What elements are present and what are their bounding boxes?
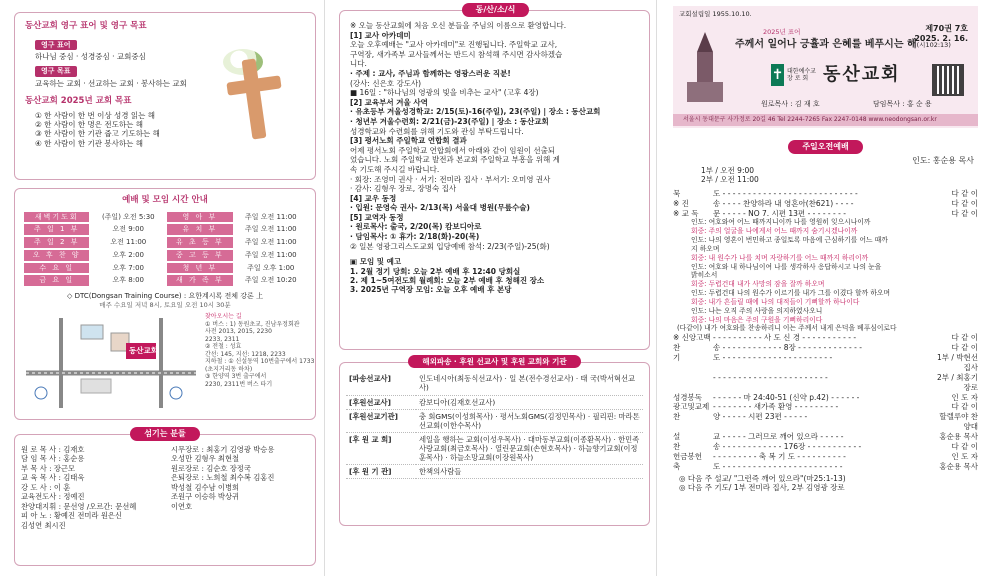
map-note: ② 전철 : 성효 [205, 343, 242, 350]
year-motto-text: 주께서 일어나 긍휼과 은혜를 베푸시는 해 [735, 39, 917, 50]
news-lines [350, 21, 641, 251]
column-left [0, 0, 325, 576]
schedule-label: 새 가 족 부 [167, 275, 232, 286]
response-speaker: 회 [691, 253, 698, 262]
order-leader: 할렐루야 찬양대 [939, 412, 978, 432]
order-detail: 양 - - - - - 시편 23편 - - - - - [713, 412, 808, 422]
response-line [673, 298, 978, 307]
order-row [673, 452, 978, 462]
response-line [673, 236, 978, 245]
response-speaker: 인 [691, 262, 698, 271]
address-band [673, 114, 978, 126]
map-note: 2233, 2311 [205, 335, 240, 343]
officer-row: 이연호 [171, 501, 193, 511]
order-row [673, 353, 978, 373]
response-text: 도: 두렵건대 나의 원수가 이르기를 내가 그를 이겼다 할까 하오며 [697, 289, 891, 298]
officers-right [171, 445, 321, 530]
order-leader: 다 같 이 [951, 333, 978, 343]
response-line [673, 245, 978, 254]
officer-row: 오성만 김형우 최현철 [171, 454, 240, 464]
response-text: 중: 내 원수가 나를 치며 자랑하기를 어느 때까지 하리이까 [697, 253, 869, 262]
mission-row [346, 395, 643, 409]
order-detail: 교 - - - - - 그러므로 깨어 있으라 - - - - - [713, 432, 844, 442]
response-speaker: 인 [691, 236, 698, 245]
schedule-time: 오후 2:00 [112, 250, 145, 259]
schedule-row [24, 275, 306, 286]
response-line [673, 218, 978, 227]
order-item [673, 373, 713, 393]
established-date: 교회설립일 1955.10.10. [679, 10, 752, 18]
mission-category: [파송선교사] [346, 372, 416, 395]
responsive-reading [673, 218, 978, 324]
order-detail: 도 - - - - - - - - - - - - - - - - - - - - - - - - [713, 461, 843, 471]
year-motto [735, 39, 951, 52]
church-map [21, 313, 315, 409]
response-speaker: 회 [691, 227, 698, 236]
order-item: 묵 [673, 188, 681, 198]
schedule-label: 오 후 찬 양 [24, 250, 89, 261]
schedule-time: 오전 11:00 [110, 238, 147, 247]
order-item: 설 [673, 432, 681, 442]
order-row [673, 442, 978, 452]
pastor-emeritus: 원로목사 : 김 재 호 [761, 100, 820, 108]
order-detail: 송 - - - - 찬양하라 내 영혼아(찬621) - - - - [713, 198, 854, 208]
news-line: 구역장, 새가족부 교사들께서는 반드시 참석해 주시면 감사하겠습 [350, 49, 563, 59]
order-leader: 다 같 이 [951, 343, 978, 353]
order-item: 찬 [673, 412, 681, 422]
schedule-label: 금 요 일 [24, 275, 89, 286]
response-text: 도: 나는 오직 주의 사랑을 의지하였사오니 [697, 306, 823, 315]
next-week-prayer: ◎ 다음 주 기도/ 1부 전미라 집사, 2부 김영광 장로 [679, 483, 845, 493]
officer-row: 원 로 목 사 : 김재호 [21, 445, 85, 454]
mission-category: [후원선교사] [346, 395, 416, 409]
mission-entries: 캄보디아(김재호선교사) [416, 395, 643, 409]
response-line [673, 227, 978, 236]
officer-row: 시무장로 : 최홍기 김영광 박승용 [171, 445, 275, 454]
map-illustration [21, 313, 201, 409]
news-line: (강사: 신은호 강도사) [350, 78, 422, 88]
news-line: 속 기도해 주시길 바랍니다. [350, 164, 440, 174]
church-tower-icon [687, 32, 723, 102]
order-leader: 1부 / 박현선 집사 [936, 352, 978, 372]
response-text: 중: 내가 흔들릴 때에 나의 대적들이 기뻐할까 하나이다 [697, 297, 860, 306]
bulletin-date: 2025. 2. 16. [914, 34, 968, 43]
order-leader: 다 같 이 [951, 441, 978, 451]
order-detail: - - - - - - 마 24:40-51 (신약 p.42) - - - - - - [713, 392, 860, 402]
order-detail: 문 - - - - - NO 7. 시편 13편 - - - - - - - - [713, 208, 846, 218]
schedule-label: 수 요 일 [24, 263, 89, 274]
news-line: ■ 16일 : "하나님의 영광의 빛을 비추는 교사" (고후 4장) [350, 88, 539, 98]
mission-row [346, 432, 643, 464]
response-text: 도: 여호와여 어느 때까지니이까 나를 영원히 잊으시나이까 [697, 218, 871, 227]
service-times [673, 166, 978, 185]
news-line: · 담임목사: ① 휴가: 2/18(화)-20(목) [350, 232, 480, 242]
church-logo [771, 64, 901, 87]
column-middle [333, 0, 657, 576]
news-line: 니다. [350, 59, 367, 69]
schedule-time: 주일 오전 11:00 [244, 212, 297, 221]
schedule-label: 주 일 1 부 [24, 224, 89, 235]
order-row [673, 343, 978, 353]
news-line: 어제 평서노회 주일학교 연합회에서 아래와 같이 임원이 선출되 [350, 145, 556, 155]
motto-text: 하나님 중심 · 성경중심 · 교회중심 [35, 52, 146, 62]
motto-tag: 영구 표어 [35, 40, 77, 51]
news-box [339, 5, 650, 350]
response-text: 중: 나의 마음은 주의 구원을 기뻐하리이다 [697, 315, 823, 324]
order-item: 성경봉독 [673, 392, 702, 402]
map-note: 지하철 : ① 신설동역 10번출구에서 1733 [205, 358, 315, 365]
response-all: (다같이) 내가 여호와를 찬송하리니 이는 주께서 내게 은덕을 베푸심이로다 [677, 324, 897, 333]
schedule-time: (주일) 오전 5:30 [101, 212, 155, 221]
order-leader: 홍순용 목사 [939, 432, 978, 442]
cross-logo-icon: ✝ [771, 64, 784, 86]
year-motto-label: 2025년 표어 [763, 28, 801, 36]
meeting-item: 2. 제 1~5여전도회 월례회: 오늘 2부 예배 후 청해진 장소 [350, 276, 545, 285]
order-leader: 다 같 이 [951, 198, 978, 208]
schedule-row [24, 250, 306, 261]
order-item: 헌금봉헌 [673, 451, 702, 461]
officer-row: 교육전도사 : 정예진 [21, 492, 85, 502]
schedule-title: 예배 및 모임 시간 안내 [122, 195, 208, 205]
news-line: [1] 교사 아카데미 [350, 30, 411, 40]
order-detail: - - - - - - - - - - 사 도 신 경 - - - - - - - - - - - [713, 333, 857, 343]
news-line: 성경학교와 수련회를 위해 기도와 관심 부탁드립니다. [350, 126, 524, 136]
news-line: [2] 교육부서 겨울 사역 [350, 97, 428, 107]
response-text: 도: 나의 영혼이 번민하고 종일토록 마음에 근심하기를 어느 때까 [697, 236, 888, 245]
response-line [673, 263, 978, 272]
news-line: · 감사: 김형우 장로, 장명숙 집사 [350, 184, 457, 194]
response-line [673, 307, 978, 316]
schedule-time: 주일 오전 11:00 [244, 238, 297, 247]
cross-vertical [242, 58, 267, 139]
next-week [673, 474, 978, 493]
schedule-row [24, 263, 306, 274]
schedule-label: 영 아 부 [167, 212, 232, 223]
news-line: [4] 교우 동정 [350, 193, 397, 203]
response-line [673, 271, 978, 280]
church-address: 서울시 동대문구 사가정로 20길 46 Tel 2244-7265 Fax 2247-0148 www.neodongsan.or.kr [683, 116, 937, 123]
order-detail: 도 - - - - - - - - - - - - - - - - - - - - - - - - - - - [713, 188, 858, 198]
news-line: [3] 평서노회 주일학교 연합회 결과 [350, 136, 467, 146]
schedule-time: 오전 9:00 [112, 225, 145, 234]
goal2025-item: ① 한 사람이 한 번 이상 성경 읽는 해 [35, 110, 155, 120]
mission-entries: 세일을 행하는 교회(이성우목사) · 대마동부교회(이종환목사) · 한민족사랑교회(최금호목사) · 열린문교회(손현호목사) · 하늘향기교회(이정훈목사) · 하늘소망교회(이장원목사) [416, 432, 643, 464]
schedule-label: 청 년 부 [167, 263, 232, 274]
officer-row: 찬양대지휘 : 문선영 /오르간: 문선혜 [21, 501, 137, 511]
bulletin-header [673, 6, 978, 128]
news-line: · 입원: 문영숙 권사- 2/13(목) 서울대 병원(무릎수술) [350, 203, 530, 213]
goal-tag: 영구 목표 [35, 66, 77, 77]
officers-box [14, 429, 316, 566]
mission-row [346, 465, 643, 479]
schedule-label: 주 일 2 부 [24, 237, 89, 248]
news-line: · 주제 : 교사, 주님과 함께하는 영광스러운 직분! [350, 68, 511, 78]
service-preacher: 인도: 홍순용 목사 [912, 156, 974, 165]
response-speaker: 인 [691, 218, 698, 227]
church-name: 동산교회 [823, 64, 901, 85]
response-text: 지 하오며 [691, 244, 720, 253]
order-item: 찬 [673, 343, 681, 353]
officers-grid [15, 441, 315, 534]
news-line: 오늘 오후예배는 "교사 아카데미"로 진행됩니다. 주일학교 교사, [350, 40, 558, 50]
goals2025-title: 동산교회 2025년 교회 목표 [25, 95, 132, 106]
mission-entries: 인도네시아(최동식선교사) · 일 본(전수경선교사) · 태 국(박서혁선교사) [416, 372, 643, 395]
schedule-time: 오후 7:00 [112, 263, 145, 272]
order-item: ※ 신앙고백 [673, 333, 711, 343]
response-line [673, 289, 978, 298]
schedule-time: 주일 오전 11:00 [244, 225, 297, 234]
mission-row [346, 372, 643, 395]
news-line: · 원로목사: 출국, 2/20(목) 캄보디아로 [350, 222, 482, 232]
officers-left [21, 445, 171, 530]
order-leader: 다 같 이 [951, 188, 978, 198]
order-row [673, 432, 978, 442]
map-note: ① 버스 : 1) 동원초교, 진남우정회관 [205, 320, 300, 328]
senior-pastor: 담임목사 : 홍 순 용 [873, 100, 932, 108]
order-leader: 2부 / 최홍기 장로 [936, 372, 978, 392]
news-line: 었습니다. 노회 주일학교 발전과 본교회 주일학교 부흥을 위해 계 [350, 155, 560, 165]
map-notes [205, 313, 325, 388]
service-time: 1부 / 오전 9:00 [701, 166, 755, 175]
mission-table [346, 372, 643, 479]
order-row [673, 393, 978, 403]
mission-entries: 충 회GMS(이성희목사) · 평서노회GMS(김정민목사) · 필리핀: 마라톤선교회(이한수목사) [416, 409, 643, 432]
order-row [673, 462, 978, 472]
order-detail: 송 - - - - - - - - - - - - 176장 - - - - - - - - - - - [713, 441, 862, 451]
mission-title: 해외파송 · 후원 선교사 및 후원 교회와 기관 [408, 355, 580, 368]
news-line: · 회장: 조영미 권사 · 서기: 전미라 집사 · 부서기: 오미영 권사 [350, 174, 551, 184]
map-note: 찾아오시는 길 [205, 313, 242, 320]
schedule-time: 주일 오전 10:20 [244, 276, 297, 285]
order-row [673, 333, 978, 343]
order-leader: 홍순용 목사 [939, 461, 978, 471]
church-denomination: 대한예수교 장 로 회 [787, 68, 816, 83]
meeting-item: 3. 2025년 구역장 모임: 오늘 오후 예배 후 본당 [350, 285, 512, 295]
response-speaker: 인 [691, 289, 698, 298]
news-line: ※ 오늘 동산교회에 처음 오신 분들을 주님의 이름으로 환영합니다. [350, 21, 567, 30]
news-title: 동/산/소/식 [462, 3, 530, 17]
order-detail: - - - - - - - - - - - - - - - - - - - - - - - [713, 372, 828, 382]
map-church-label: 동산교회 [129, 346, 158, 355]
officer-row: 부 목 사 : 장근모 [21, 463, 76, 473]
schedule-table [21, 210, 309, 289]
cross-illustration [221, 49, 285, 145]
mission-box [339, 357, 650, 526]
mission-row [346, 409, 643, 432]
officer-row: 강 도 사 : 이 훈 [21, 482, 71, 492]
response-line [673, 280, 978, 289]
schedule-row [24, 212, 306, 223]
news-line: · 유초등부 겨울성경학교: 2/15(토)-16(주일), 23(주일) | 장소 : 동산교회 [350, 107, 601, 117]
goals-box [14, 12, 316, 180]
schedule-label: 유 치 부 [167, 224, 232, 235]
service-time: 2부 / 오전 11:00 [701, 175, 759, 185]
year-motto-ref: (시102:13) [916, 41, 951, 49]
map-note: 간선: 145, 지선: 1218, 2233 [205, 350, 286, 358]
order-leader: 다 같 이 [951, 402, 978, 412]
goal2025-item: ③ 한 사람이 한 기관 줍고 기도하는 해 [35, 129, 160, 139]
issue-number: 제70권 7호 [925, 24, 968, 33]
officer-row: 담 임 목 사 : 홍순용 [21, 454, 85, 464]
response-text: 밝히소서 [691, 271, 718, 280]
order-detail: - - - - - - - - - 축 복 기 도 - - - - - - - - - - [713, 451, 846, 461]
dtc-sub: 매주 수요일 저녁 8시, 토요일 오전 10시 30분 [99, 300, 231, 309]
order-row [673, 209, 978, 219]
order-leader: 인 도 자 [951, 392, 978, 402]
next-week-sermon: ◎ 다음 주 설교/ "그런즉 깨어 있으라"(마25:1-13) [679, 473, 846, 483]
order-row [673, 412, 978, 432]
order-item: 기 [673, 352, 681, 362]
response-speaker: 회 [691, 315, 698, 324]
order-item: ※ 교 독 [673, 208, 699, 218]
order-detail: - - - - - - - - 새가족 환영 - - - - - - - - - [713, 402, 839, 412]
response-speaker: 회 [691, 297, 698, 306]
schedule-row [24, 237, 306, 248]
column-right [665, 0, 990, 576]
order-item: 광고및교제 [673, 402, 710, 412]
order-row [673, 199, 978, 209]
qr-code-icon [932, 64, 964, 96]
map-note: (초지거리동 하차) [205, 365, 253, 373]
schedule-label: 새벽기도회 [24, 212, 89, 223]
officers-title: 섬기는 분들 [130, 427, 199, 441]
response-text: 도: 여호와 내 하나님이여 나를 생각하사 응답하시고 나의 눈을 [697, 262, 882, 271]
map-note: 사전 2013, 2015, 2230 [205, 328, 272, 335]
officer-row: 피 아 노 : 황예진 전미라 원은신 [21, 511, 122, 521]
news-line: [5] 교역자 동정 [350, 212, 404, 222]
order-item: 찬 [673, 441, 681, 451]
order-leader: 인 도 자 [951, 451, 978, 461]
meeting-item: 1. 2월 정기 당회: 오늘 2부 예배 후 12:40 당회실 [350, 266, 521, 276]
meetings-title: ▣ 모임 및 예고 [350, 257, 402, 267]
response-speaker: 회 [691, 280, 698, 289]
service-order [673, 189, 978, 219]
officer-row: 조원구 이승하 박상귀 [171, 492, 240, 502]
goal2025-item: ② 한 사람이 한 명은 전도하는 해 [35, 119, 143, 129]
order-detail: 송 - - - - - - - - - - - - 8장 - - - - - - - - - - - - - [713, 343, 862, 353]
order-row [673, 189, 978, 199]
schedule-box [14, 188, 316, 420]
schedule-label: 중 고 등 부 [167, 250, 232, 261]
dtc-text: ◇ DTC(Dongsan Training Course) : 요한계시록 전체 강론 上 [67, 292, 263, 301]
service-order-continued [673, 333, 978, 471]
schedule-label: 유 초 등 부 [167, 237, 232, 248]
news-line: ② 일본 영광그리스도교회 입당예배 참석: 2/23(주일)-25(화) [350, 241, 550, 251]
order-item: ※ 진 [673, 198, 689, 208]
news-line: · 청년부 겨울수련회: 2/21(금)-23(주일) | 장소 : 동산교회 [350, 116, 549, 126]
schedule-row [24, 224, 306, 235]
officer-row: 김성연 최시진 [21, 520, 66, 530]
response-text: 중: 주의 얼굴을 나에게서 어느 때까지 숨기시겠나이까 [697, 227, 858, 236]
order-detail: 도 - - - - - - - - - - - - - - - - - - - - - - [713, 352, 833, 362]
order-leader: 다 같 이 [951, 208, 978, 218]
order-row [673, 373, 978, 393]
response-speaker: 인 [691, 306, 698, 315]
mission-category: [후 원 기 관] [346, 465, 416, 479]
schedule-time: 주일 오전 11:00 [244, 250, 297, 259]
goal-text: 교육하는 교회 · 선교하는 교회 · 봉사하는 교회 [35, 78, 187, 88]
mission-category: [후원선교기관] [346, 409, 416, 432]
response-line [673, 254, 978, 263]
officer-row: 박성철 김수남 이병희 [171, 482, 240, 492]
mission-category: [후 원 교 회] [346, 432, 416, 464]
schedule-time: 주일 오후 1:00 [247, 263, 295, 272]
officer-row: 교 육 목 사 : 김태욱 [21, 473, 85, 483]
officer-row: 은퇴장로 : 노희철 최수복 김홍진 [171, 473, 275, 483]
map-note: 2230, 2311번 버스 타기 [205, 380, 273, 388]
service-title: 주일오전예배 [788, 140, 862, 154]
goals-title: 동산교회 영구 표어 및 영구 목표 [25, 21, 147, 31]
mission-entries: 한책의사람들 [416, 465, 643, 479]
map-note: ③ 한양역 3번 출구에서 [205, 373, 267, 380]
schedule-time: 오후 8:00 [112, 276, 145, 285]
order-item: 축 [673, 461, 681, 471]
goal2025-item: ④ 한 사람이 한 기관 봉사하는 해 [35, 138, 143, 148]
response-text: 중: 두렵건대 내가 사망의 잠을 잘까 하오며 [697, 280, 825, 289]
officer-row: 원로장로 : 김순호 장정국 [171, 463, 251, 473]
order-row [673, 402, 978, 412]
